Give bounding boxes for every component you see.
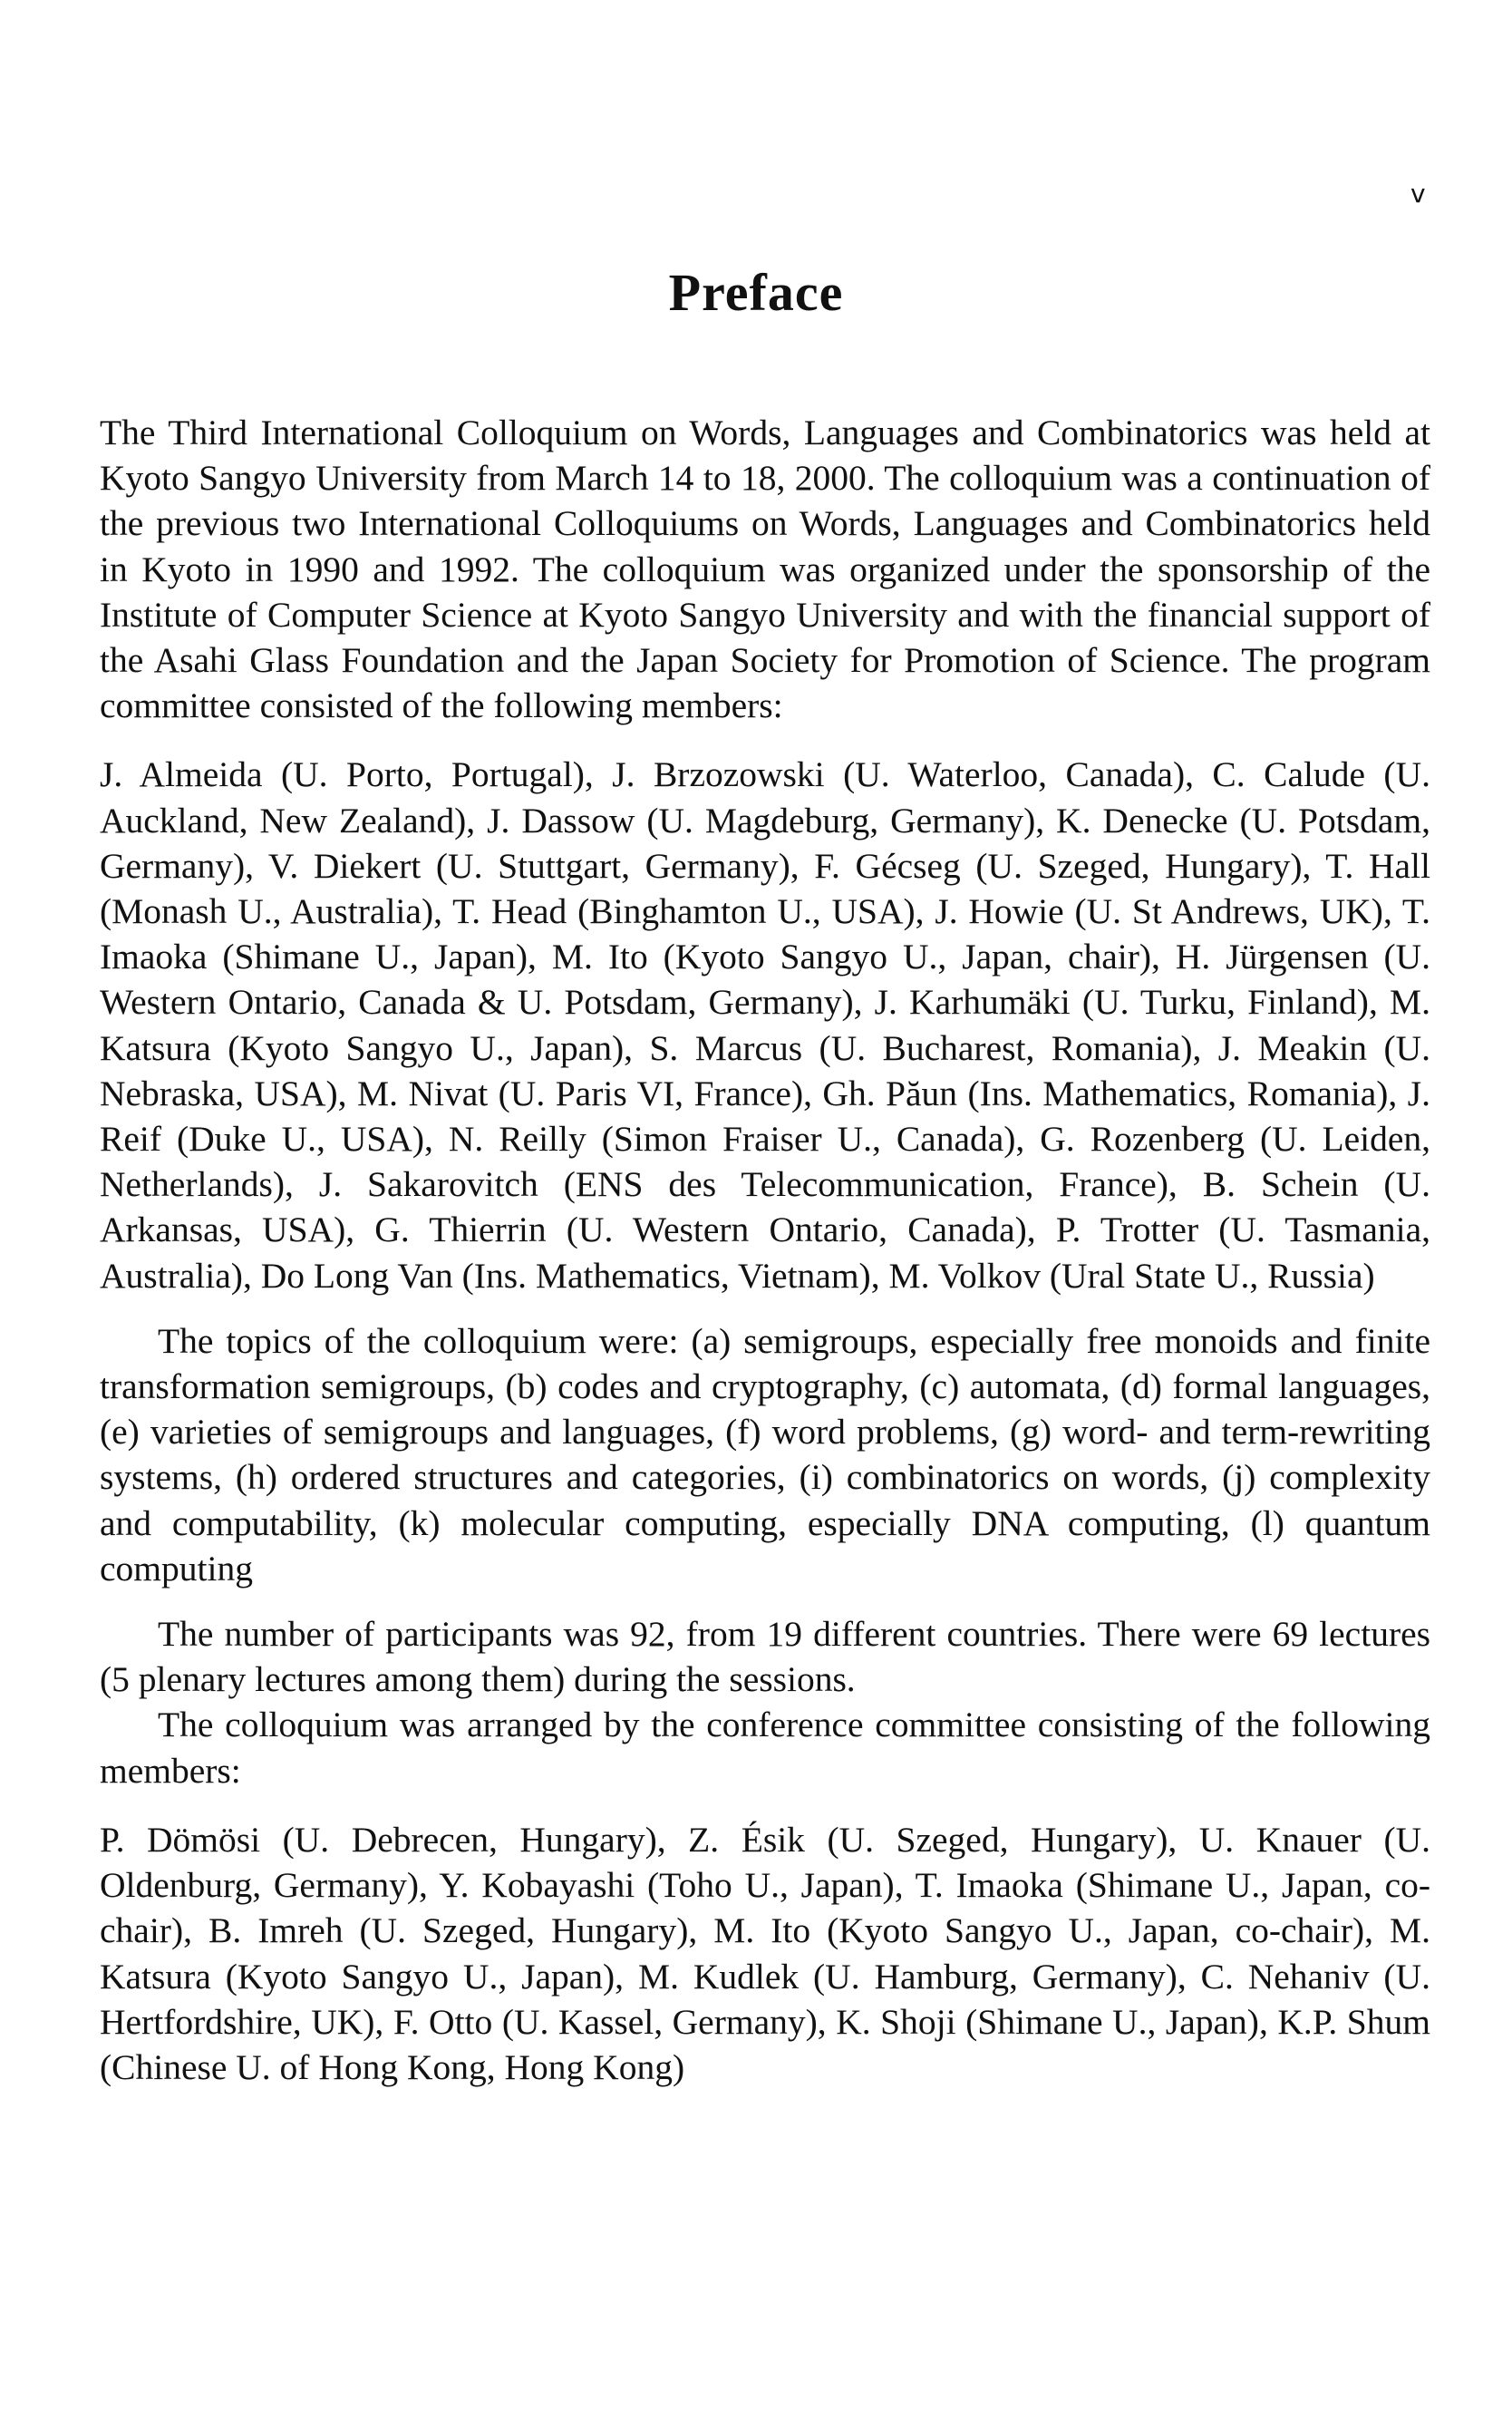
conference-committee-list: P. Dömösi (U. Debrecen, Hungary), Z. Ésik (U. Szeged, Hungary), U. Knauer (U. Oldenburg, Germany), Y. Kobayashi (Toho U., Japan), T. Imaoka (Shimane U., Japan, co-chair), B. Imreh (U. Szeged, Hungary), M. Ito (Kyoto Sangyo U., Japan, co-chair), M. Katsura (Kyoto Sangyo U., Japan), M. Kudlek (U. Hamburg, Germany), C. Nehaniv (U. Hertfordshire, UK), F. Otto (U. Kassel, Germany), K. Shoji (Shimane U., Japan), K.P. Shum (Chinese U. of Hong Kong, Hong Kong)	[100, 1819, 1430, 2087]
conference-committee-intro: The colloquium was arranged by the conference committee consisting of the following members:	[100, 1705, 1430, 1791]
page-number: v	[1410, 179, 1426, 209]
intro-paragraph: The Third International Colloquium on Words, Languages and Combinatorics was held at Kyoto Sangyo University from March 14 to 18, 2000. The colloquium was a continuation of the previous two International Colloquiums on Words, Languages and Combinatorics held in Kyoto in 1990 and 1992. The colloquium was organized under the sponsorship of the Institute of Computer Science at Kyoto Sangyo University and with the financial support of the Asahi Glass Foundation and the Japan Society for Promotion of Science. The program committee consisted of the following members:	[100, 413, 1430, 726]
participants-paragraph: The number of participants was 92, from 19 different countries. There were 69 lectures (5 plenary lectures among them) during the sessions.	[100, 1614, 1430, 1700]
program-committee-list: J. Almeida (U. Porto, Portugal), J. Brzozowski (U. Waterloo, Canada), C. Calude (U. Auckland, New Zealand), J. Dassow (U. Magdeburg, Germany), K. Denecke (U. Potsdam, Germany), V. Diekert (U. Stuttgart, Germany), F. Gécseg (U. Szeged, Hungary), T. Hall (Monash U., Australia), T. Head (Binghamton U., USA), J. Howie (U. St Andrews, UK), T. Imaoka (Shimane U., Japan), M. Ito (Kyoto Sangyo U., Japan, chair), H. Jürgensen (U. Western Ontario, Canada & U. Potsdam, Germany), J. Karhumäki (U. Turku, Finland), M. Katsura (Kyoto Sangyo U., Japan), S. Marcus (U. Bucharest, Romania), J. Meakin (U. Nebraska, USA), M. Nivat (U. Paris VI, France), Gh. Păun (Ins. Mathematics, Romania), J. Reif (Duke U., USA), N. Reilly (Simon Fraiser U., Canada), G. Rozenberg (U. Leiden, Netherlands), J. Sakarovitch (ENS des Telecommunication, France), B. Schein (U. Arkansas, USA), G. Thierrin (U. Western Ontario, Canada), P. Trotter (U. Tasmania, Australia), Do Long Van (Ins. Mathematics, Vietnam), M. Volkov (Ural State U., Russia)	[100, 754, 1430, 1296]
preface-body	[100, 410, 1430, 2090]
topics-paragraph: The topics of the colloquium were: (a) semigroups, especially free monoids and finite transformation semigroups, (b) codes and cryptography, (c) automata, (d) formal languages, (e) varieties of semigroups and languages, (f) word problems, (g) word- and term-rewriting systems, (h) ordered structures and categories, (i) combinatorics on words, (j) complexity and computability, (k) molecular computing, especially DNA computing, (l) quantum computing	[100, 1320, 1430, 1589]
page-title: Preface	[668, 263, 844, 322]
